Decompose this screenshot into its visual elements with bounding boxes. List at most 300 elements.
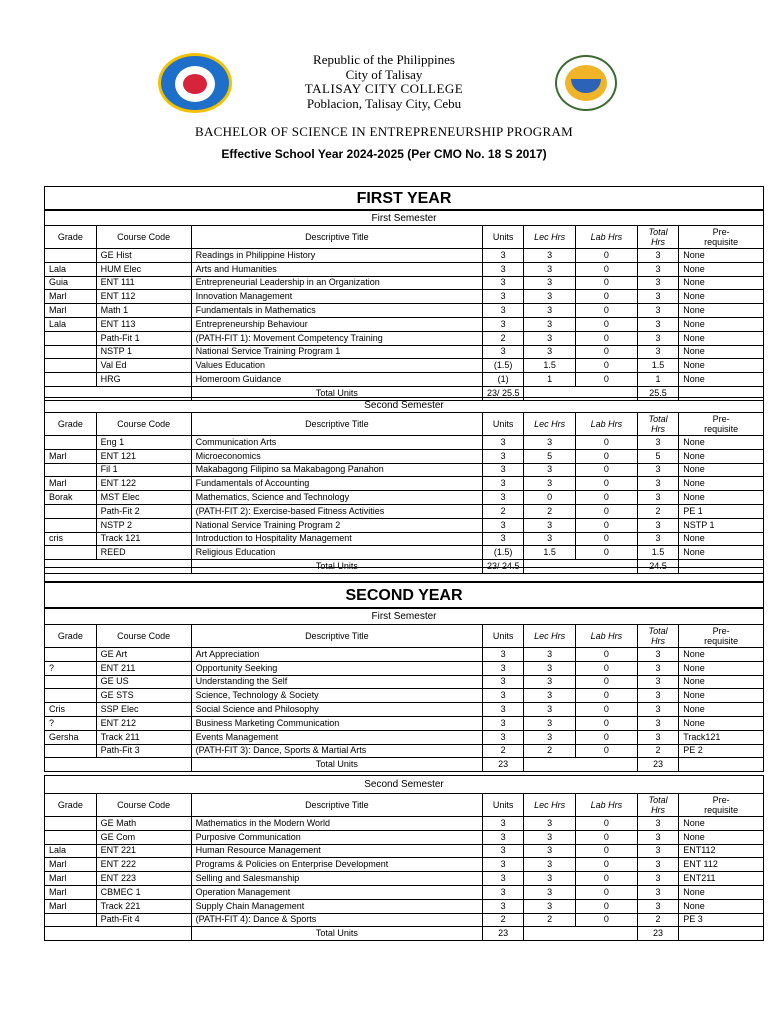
table-cell: 3 — [524, 331, 576, 345]
table-cell: Art Appreciation — [191, 648, 482, 662]
total-units: 23 — [482, 927, 523, 941]
table-cell: Marl — [45, 858, 97, 872]
table-cell: Values Education — [191, 359, 482, 373]
table-cell: Microeconomics — [191, 449, 482, 463]
table-cell: 3 — [524, 518, 576, 532]
table-cell: 3 — [524, 716, 576, 730]
table-cell: Makabagong Filipino sa Makabagong Panahon — [191, 463, 482, 477]
column-header: Lec Hrs — [524, 413, 576, 436]
table-cell: Path-Fit 1 — [96, 331, 191, 345]
republic-line: Republic of the Philippines — [313, 52, 455, 67]
table-cell: None — [679, 703, 764, 717]
table-cell: Lala — [45, 317, 97, 331]
table-cell: 0 — [524, 491, 576, 505]
total-hours: 25.5 — [637, 386, 678, 400]
table-cell — [45, 830, 97, 844]
table-row — [45, 477, 764, 491]
table-cell: 3 — [482, 436, 523, 450]
table-cell: None — [679, 532, 764, 546]
table-cell: MST Elec — [96, 491, 191, 505]
table-cell: 0 — [575, 830, 637, 844]
table-cell: 3 — [482, 304, 523, 318]
table-cell: 0 — [575, 449, 637, 463]
year-title: FIRST YEAR — [44, 186, 764, 210]
table-cell: 3 — [482, 899, 523, 913]
table-cell — [45, 817, 97, 831]
table-row — [45, 844, 764, 858]
table-cell: 3 — [637, 899, 678, 913]
table-cell: GE Hist — [96, 249, 191, 263]
table-cell: 3 — [482, 648, 523, 662]
column-header: Pre- requisite — [679, 794, 764, 817]
table-cell: 3 — [637, 675, 678, 689]
table-cell: Guia — [45, 276, 97, 290]
table-cell: 3 — [524, 436, 576, 450]
table-cell: Track 211 — [96, 730, 191, 744]
table-cell: 3 — [524, 872, 576, 886]
column-header: Descriptive Title — [191, 794, 482, 817]
table-cell: GE Math — [96, 817, 191, 831]
table-cell — [45, 249, 97, 263]
header-row — [45, 625, 764, 648]
table-cell: GE Art — [96, 648, 191, 662]
table-cell: 3 — [637, 436, 678, 450]
table-cell: 3 — [482, 703, 523, 717]
table-cell: 0 — [575, 858, 637, 872]
header-row — [45, 794, 764, 817]
table-cell: Lala — [45, 262, 97, 276]
table-cell: 3 — [482, 661, 523, 675]
table-cell: 1 — [637, 373, 678, 387]
table-cell: 0 — [575, 872, 637, 886]
table-cell: 0 — [575, 703, 637, 717]
table-cell: 3 — [637, 276, 678, 290]
table-cell: (1) — [482, 373, 523, 387]
table-cell: 0 — [575, 844, 637, 858]
table-cell — [45, 546, 97, 560]
table-cell: ENT112 — [679, 844, 764, 858]
table-cell: 2 — [637, 913, 678, 927]
table-cell: REED — [96, 546, 191, 560]
column-header: Lec Hrs — [524, 625, 576, 648]
table-cell: NSTP 1 — [679, 518, 764, 532]
effective-line: Effective School Year 2024-2025 (Per CMO No. 18 S 2017) — [221, 147, 547, 161]
table-cell — [45, 359, 97, 373]
table-row — [45, 317, 764, 331]
table-cell: 3 — [637, 817, 678, 831]
table-cell: Selling and Salesmanship — [191, 872, 482, 886]
column-header: Units — [482, 794, 523, 817]
table-cell: 0 — [575, 276, 637, 290]
table-cell: None — [679, 304, 764, 318]
table-cell: 0 — [575, 675, 637, 689]
column-header: Units — [482, 413, 523, 436]
table-cell: None — [679, 249, 764, 263]
table-cell: 3 — [524, 477, 576, 491]
table-cell: 3 — [482, 290, 523, 304]
table-cell: 2 — [482, 744, 523, 758]
table-row — [45, 463, 764, 477]
table-cell: 0 — [575, 661, 637, 675]
table-cell: (PATH-FIT 3): Dance, Sports & Martial Arts — [191, 744, 482, 758]
table-cell: 2 — [524, 744, 576, 758]
table-cell: 0 — [575, 744, 637, 758]
column-header: Pre- requisite — [679, 413, 764, 436]
table-row — [45, 913, 764, 927]
table-cell: Arts and Humanities — [191, 262, 482, 276]
table-row — [45, 504, 764, 518]
table-cell: 3 — [524, 675, 576, 689]
column-header: Descriptive Title — [191, 413, 482, 436]
total-label: Total Units — [191, 758, 482, 772]
table-row — [45, 716, 764, 730]
table-cell: 3 — [524, 661, 576, 675]
table-cell: 1.5 — [637, 546, 678, 560]
table-cell: Math 1 — [96, 304, 191, 318]
table-cell: 3 — [637, 463, 678, 477]
table-cell: 3 — [637, 858, 678, 872]
table-cell: 2 — [524, 913, 576, 927]
table-cell: Programs & Policies on Enterprise Development — [191, 858, 482, 872]
course-table — [44, 412, 764, 574]
table-cell — [45, 331, 97, 345]
table-cell: 3 — [482, 262, 523, 276]
table-row — [45, 449, 764, 463]
table-cell: 3 — [482, 817, 523, 831]
table-cell: Path-Fit 4 — [96, 913, 191, 927]
table-row — [45, 331, 764, 345]
table-cell: None — [679, 463, 764, 477]
document-header — [0, 0, 768, 180]
table-cell: 3 — [482, 276, 523, 290]
table-cell: None — [679, 830, 764, 844]
table-row — [45, 359, 764, 373]
table-cell: 0 — [575, 317, 637, 331]
table-cell: 3 — [524, 899, 576, 913]
table-cell: 2 — [637, 504, 678, 518]
table-cell: Path-Fit 2 — [96, 504, 191, 518]
table-cell: 0 — [575, 290, 637, 304]
table-cell: None — [679, 675, 764, 689]
table-cell: Religious Education — [191, 546, 482, 560]
table-cell: 0 — [575, 716, 637, 730]
table-cell: None — [679, 899, 764, 913]
table-cell: 0 — [575, 331, 637, 345]
column-header: Units — [482, 625, 523, 648]
table-row — [45, 518, 764, 532]
table-row — [45, 675, 764, 689]
table-cell: None — [679, 885, 764, 899]
table-cell: 3 — [524, 304, 576, 318]
table-cell: 3 — [637, 844, 678, 858]
table-cell: GE Com — [96, 830, 191, 844]
table-cell: 3 — [637, 885, 678, 899]
table-cell: ENT 113 — [96, 317, 191, 331]
semester-title: Second Semester — [44, 775, 764, 793]
semester-title: First Semester — [44, 210, 764, 225]
table-cell: None — [679, 359, 764, 373]
table-cell: 3 — [482, 317, 523, 331]
table-cell: 3 — [637, 703, 678, 717]
table-cell: ENT 223 — [96, 872, 191, 886]
table-cell: 1.5 — [524, 359, 576, 373]
table-cell: 3 — [524, 290, 576, 304]
table-cell: National Service Training Program 1 — [191, 345, 482, 359]
column-header: Total Hrs — [637, 794, 678, 817]
table-row — [45, 648, 764, 662]
column-header: Grade — [45, 226, 97, 249]
table-cell: Opportunity Seeking — [191, 661, 482, 675]
table-cell: Marl — [45, 872, 97, 886]
table-cell: 0 — [575, 689, 637, 703]
table-cell — [45, 463, 97, 477]
table-cell: 3 — [482, 249, 523, 263]
total-label: Total Units — [191, 927, 482, 941]
table-cell: Homeroom Guidance — [191, 373, 482, 387]
table-cell — [45, 927, 192, 941]
table-cell: National Service Training Program 2 — [191, 518, 482, 532]
column-header: Pre- requisite — [679, 226, 764, 249]
table-cell: 5 — [524, 449, 576, 463]
column-header: Grade — [45, 794, 97, 817]
table-cell — [45, 675, 97, 689]
table-cell: ENT 122 — [96, 477, 191, 491]
table-cell: 1.5 — [637, 359, 678, 373]
table-cell: None — [679, 449, 764, 463]
table-cell: 3 — [524, 885, 576, 899]
table-cell: ENT211 — [679, 872, 764, 886]
table-cell — [45, 373, 97, 387]
table-cell: Science, Technology & Society — [191, 689, 482, 703]
table-cell: Marl — [45, 449, 97, 463]
table-cell: 0 — [575, 491, 637, 505]
table-cell: 3 — [482, 872, 523, 886]
table-cell: 3 — [637, 304, 678, 318]
table-cell: Marl — [45, 290, 97, 304]
table-cell: 3 — [637, 477, 678, 491]
table-cell: 3 — [524, 730, 576, 744]
table-cell: None — [679, 290, 764, 304]
table-row — [45, 730, 764, 744]
table-cell: 3 — [482, 491, 523, 505]
table-cell: 3 — [524, 345, 576, 359]
table-cell: Supply Chain Management — [191, 899, 482, 913]
total-row — [45, 927, 764, 941]
table-cell: Communication Arts — [191, 436, 482, 450]
table-cell: 0 — [575, 345, 637, 359]
college-name: TALISAY CITY COLLEGE — [304, 81, 464, 96]
table-cell: None — [679, 276, 764, 290]
table-cell — [45, 744, 97, 758]
table-cell: Introduction to Hospitality Management — [191, 532, 482, 546]
table-row — [45, 689, 764, 703]
table-cell: 3 — [637, 262, 678, 276]
table-cell: HUM Elec — [96, 262, 191, 276]
table-row — [45, 703, 764, 717]
table-cell — [524, 758, 638, 772]
table-cell: 0 — [575, 899, 637, 913]
table-cell: cris — [45, 532, 97, 546]
city-line: City of Talisay — [345, 67, 423, 82]
column-header: Total Hrs — [637, 625, 678, 648]
table-cell: 3 — [524, 262, 576, 276]
table-cell: ENT 121 — [96, 449, 191, 463]
column-header: Course Code — [96, 226, 191, 249]
table-row — [45, 249, 764, 263]
table-cell: 3 — [637, 716, 678, 730]
table-row — [45, 661, 764, 675]
table-cell: Borak — [45, 491, 97, 505]
table-cell: 3 — [482, 885, 523, 899]
table-cell: None — [679, 262, 764, 276]
table-cell: 0 — [575, 359, 637, 373]
table-cell: PE 1 — [679, 504, 764, 518]
table-cell: Innovation Management — [191, 290, 482, 304]
table-row — [45, 744, 764, 758]
table-cell — [679, 927, 764, 941]
total-units: 23/ 25.5 — [482, 386, 523, 400]
table-cell: 3 — [524, 648, 576, 662]
table-cell: Mathematics in the Modern World — [191, 817, 482, 831]
table-cell — [45, 504, 97, 518]
table-cell: 0 — [575, 373, 637, 387]
table-cell: 3 — [637, 648, 678, 662]
table-cell: None — [679, 648, 764, 662]
column-header: Lab Hrs — [575, 794, 637, 817]
table-row — [45, 830, 764, 844]
table-cell: 0 — [575, 304, 637, 318]
table-cell: 3 — [482, 518, 523, 532]
table-cell: Track 121 — [96, 532, 191, 546]
table-cell: 3 — [524, 463, 576, 477]
table-row — [45, 546, 764, 560]
column-header: Descriptive Title — [191, 625, 482, 648]
address-line: Poblacion, Talisay City, Cebu — [306, 96, 462, 111]
table-cell: 3 — [482, 675, 523, 689]
table-cell: 0 — [575, 463, 637, 477]
table-cell: Marl — [45, 899, 97, 913]
table-cell: 0 — [575, 913, 637, 927]
table-cell: Understanding the Self — [191, 675, 482, 689]
table-cell: None — [679, 331, 764, 345]
table-cell: Val Ed — [96, 359, 191, 373]
table-cell: 3 — [524, 249, 576, 263]
table-cell: 0 — [575, 532, 637, 546]
total-units: 23/ 24.5 — [482, 560, 523, 574]
table-cell: Purposive Communication — [191, 830, 482, 844]
table-cell: None — [679, 817, 764, 831]
table-cell: PE 3 — [679, 913, 764, 927]
table-cell: 0 — [575, 648, 637, 662]
table-cell: (PATH-FIT 2): Exercise-based Fitness Activities — [191, 504, 482, 518]
table-cell: 5 — [637, 449, 678, 463]
table-row — [45, 491, 764, 505]
table-cell: 3 — [637, 491, 678, 505]
total-hours: 23 — [637, 758, 678, 772]
column-header: Course Code — [96, 625, 191, 648]
column-header: Course Code — [96, 794, 191, 817]
table-cell: Events Management — [191, 730, 482, 744]
table-cell: ENT 111 — [96, 276, 191, 290]
table-cell: 3 — [637, 830, 678, 844]
table-row — [45, 276, 764, 290]
table-cell: ENT 211 — [96, 661, 191, 675]
table-row — [45, 899, 764, 913]
column-header: Lab Hrs — [575, 625, 637, 648]
column-header: Total Hrs — [637, 413, 678, 436]
table-cell: Readings in Philippine History — [191, 249, 482, 263]
table-cell: None — [679, 317, 764, 331]
table-cell: 3 — [482, 345, 523, 359]
table-cell: 3 — [524, 844, 576, 858]
total-hours: 24.5 — [637, 560, 678, 574]
column-header: Lab Hrs — [575, 413, 637, 436]
table-cell: ENT 222 — [96, 858, 191, 872]
table-cell: 3 — [637, 290, 678, 304]
table-cell: Operation Management — [191, 885, 482, 899]
table-cell: NSTP 2 — [96, 518, 191, 532]
table-cell: 3 — [524, 689, 576, 703]
table-row — [45, 262, 764, 276]
column-header: Grade — [45, 413, 97, 436]
table-cell: None — [679, 546, 764, 560]
table-cell: Entrepreneurial Leadership in an Organization — [191, 276, 482, 290]
table-cell: 3 — [524, 317, 576, 331]
total-hours: 23 — [637, 927, 678, 941]
table-cell: 2 — [482, 913, 523, 927]
table-cell — [45, 758, 192, 772]
table-cell: 3 — [637, 661, 678, 675]
table-cell: (PATH-FIT 1): Movement Competency Training — [191, 331, 482, 345]
table-cell: 3 — [482, 449, 523, 463]
table-cell: Human Resource Management — [191, 844, 482, 858]
table-cell: None — [679, 373, 764, 387]
column-header: Descriptive Title — [191, 226, 482, 249]
table-cell — [679, 758, 764, 772]
column-header: Lab Hrs — [575, 226, 637, 249]
table-cell: HRG — [96, 373, 191, 387]
table-cell: SSP Elec — [96, 703, 191, 717]
table-cell: 3 — [524, 703, 576, 717]
table-cell: ENT 112 — [679, 858, 764, 872]
table-cell — [45, 436, 97, 450]
table-cell: Mathematics, Science and Technology — [191, 491, 482, 505]
table-cell: ENT 212 — [96, 716, 191, 730]
total-label: Total Units — [191, 560, 482, 574]
table-row — [45, 872, 764, 886]
total-units: 23 — [482, 758, 523, 772]
year-title: SECOND YEAR — [44, 582, 764, 608]
table-cell: Track121 — [679, 730, 764, 744]
table-cell: Marl — [45, 885, 97, 899]
total-label: Total Units — [191, 386, 482, 400]
table-cell: 1.5 — [524, 546, 576, 560]
table-cell: None — [679, 689, 764, 703]
table-cell: Marl — [45, 477, 97, 491]
table-cell: 0 — [575, 885, 637, 899]
table-cell: 2 — [482, 504, 523, 518]
table-cell: None — [679, 345, 764, 359]
table-cell: 3 — [482, 477, 523, 491]
table-row — [45, 885, 764, 899]
table-cell: 3 — [637, 689, 678, 703]
table-row — [45, 436, 764, 450]
table-cell: ENT 221 — [96, 844, 191, 858]
table-cell: 3 — [637, 532, 678, 546]
table-cell: 3 — [482, 689, 523, 703]
table-cell: 0 — [575, 817, 637, 831]
table-cell: 3 — [482, 830, 523, 844]
